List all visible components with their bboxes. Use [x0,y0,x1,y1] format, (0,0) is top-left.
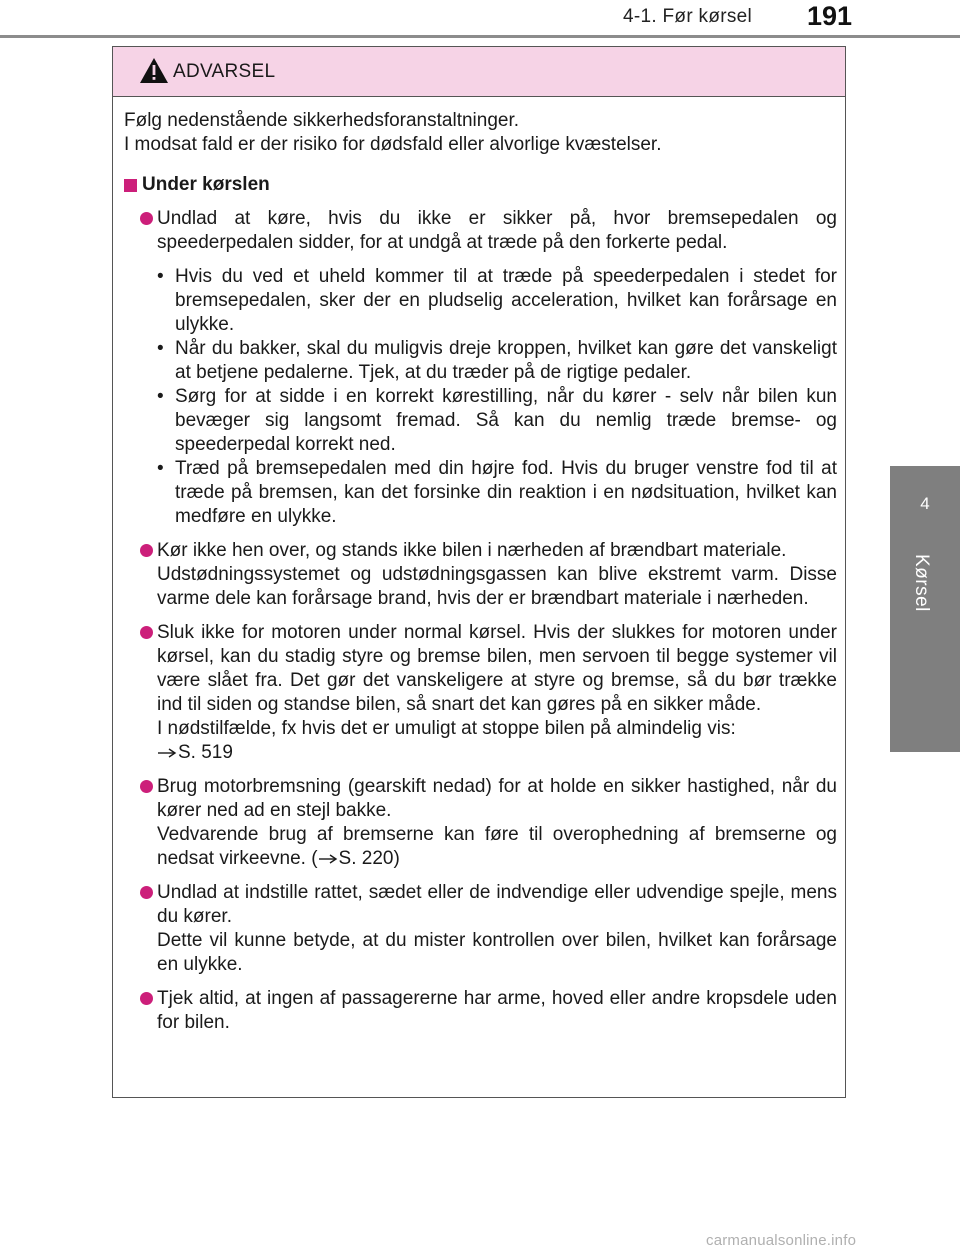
chapter-title: Kørsel [911,554,932,612]
sub-list-item: • Når du bakker, skal du muligvis dreje kroppen, hvilket kan gøre det vanskeligt at betjene pedalerne. Tjek, at du træder på de rigtige pedaler. [157,337,837,385]
sub-list-item: • Hvis du ved et uheld kommer til at træde på speederpedalen i stedet for bremsepedalen, sker der en pludselig acceleration, hvilket kan forårsage en ulykke. [157,265,837,337]
section-heading [124,173,837,197]
item-text [157,741,837,765]
page-reference-link[interactable]: S. 220 [338,848,394,869]
header-rule [0,35,960,38]
item-text: Dette vil kunne betyde, at du mister kontrollen over bilen, hvilket kan forårsage en ulykke. [157,930,837,975]
sub-list-item: • Sørg for at sidde i en korrekt kørestilling, når du kører - selv når bilen kun bevæger sig langsomt fremad. Så kan du nemlig træde bremse- og speederpedal korrekt ned. [157,385,837,457]
arrow-right-icon [318,854,338,864]
chapter-number: 4 [920,494,930,513]
item-text: Kør ikke hen over, og stands ikke bilen i nærheden af brændbart materiale. [157,540,787,561]
circle-bullet-icon [140,886,153,899]
page-number: 191 [807,1,853,31]
list-item [124,207,837,255]
circle-bullet-icon [140,544,153,557]
watermark: carmanualsonline.info [706,1232,857,1249]
item-text: Brug motorbremsning (gearskift nedad) for at holde en sikker hastighed, når du kører ned ad en stejl bakke. [157,776,837,821]
intro-line: I modsat fald er der risiko for dødsfald eller alvorlige kvæstelser. [124,134,662,155]
item-text [157,823,837,871]
item-text: I nødstilfælde, fx hvis det er umuligt at stoppe bilen på almindelig vis: [157,718,736,739]
page-reference-link[interactable]: S. 519 [178,742,233,763]
intro-line: Følg nedenstående sikkerhedsforanstaltninger. [124,110,520,131]
chapter-tab [890,466,960,752]
warning-box [112,46,846,1098]
item-text: Sluk ikke for motoren under normal kørsel. Hvis der slukkes for motoren under kørsel, kan du stadig styre og bremse bilen, men servoen til begge systemer vil være slået fra. Det gør det vanskeligere at styre og bremse, så du bør trække ind til siden og standse bilen, så snart det kan gøres på en sikker måde. [157,622,837,715]
item-text: Udstødningssystemet og udstødningsgassen kan blive ekstremt varm. Disse varme dele kan forårsage brand, hvis der er brændbart materiale i nærheden. [157,564,837,609]
item-text-segment: Vedvarende brug af bremserne kan føre til overophedning af bremserne og nedsat virkeevne. ( [157,824,837,869]
arrow-right-icon [157,748,177,758]
circle-bullet-icon [140,780,153,793]
section-title: 4-1. Før kørsel [623,6,753,27]
circle-bullet-icon [140,626,153,639]
item-text: Tjek altid, at ingen af passagererne har arme, hoved eller andre kropsdele uden for bilen. [157,988,837,1033]
item-text: Undlad at indstille rattet, sædet eller de indvendige eller udvendige spejle, mens du kører. [157,882,837,927]
page-header [0,0,960,40]
sub-list-item: • Træd på bremsepedalen med din højre fod. Hvis du bruger venstre fod til at træde på bremsen, kan det forsinke din reaktion i en nødsituation, hvilket kan medføre en ulykke. [157,457,837,529]
list-item [124,987,837,1035]
sub-list [157,265,837,529]
list-item [124,881,837,977]
circle-bullet-icon [140,992,153,1005]
square-bullet-icon [124,179,137,192]
warning-triangle-icon [139,57,169,84]
warning-header [113,47,845,97]
list-item [124,621,837,765]
list-item [124,539,837,611]
warning-body [113,97,845,1035]
warning-title: ADVARSEL [173,61,276,82]
warning-intro [124,109,837,157]
circle-bullet-icon [140,212,153,225]
item-text: Undlad at køre, hvis du ikke er sikker på, hvor bremsepedalen og speederpedalen sidder, for at undgå at træde på den forkerte pedal. [157,208,837,253]
item-text-segment: ) [393,848,400,869]
list-item [124,775,837,871]
section-heading-text: Under kørslen [142,174,270,195]
